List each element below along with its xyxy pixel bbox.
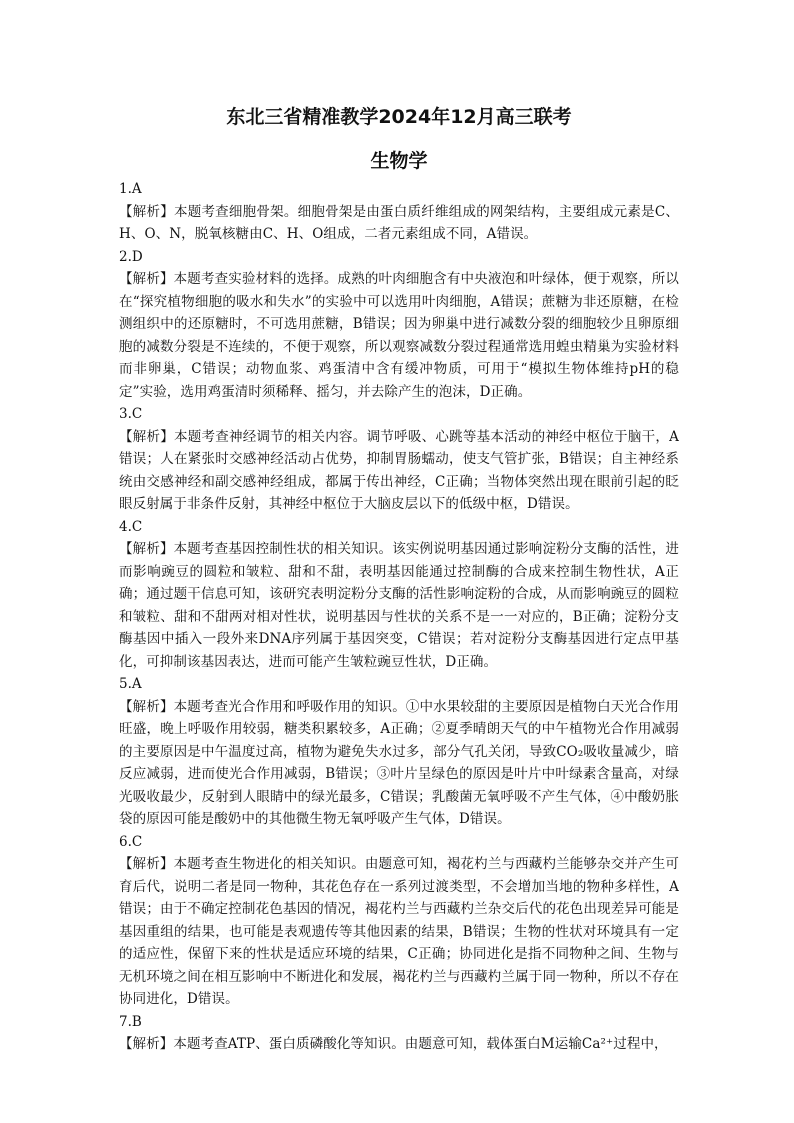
answer-number: 5.A xyxy=(119,676,142,692)
answer-number: 4.C xyxy=(119,518,143,535)
answer-3 xyxy=(119,403,679,516)
document-page xyxy=(119,96,679,1056)
explanation-tag: 【解析】 xyxy=(119,203,174,220)
answer-2 xyxy=(119,246,679,404)
answer-explanation xyxy=(119,201,679,246)
explanation-tag: 【解析】 xyxy=(119,271,174,287)
answer-number: 1.A xyxy=(119,181,142,197)
document-title: 东北三省精准教学2024年12月高三联考 xyxy=(226,106,572,128)
answer-explanation xyxy=(119,853,679,1011)
explanation-text: 本题考查实验材料的选择。成熟的叶肉细胞含有中央液泡和叶绿体，便于观察，所以在“探究植物细胞的吸水和失水”的实验中可以选用叶肉细胞，A错误；蔗糖为非还原糖，在检测组织中的还原糖时，不可选用蔗糖，B错误；因为卵巢中进行减数分裂的细胞较少且卵原细胞的减数分裂是不连续的，不便于观察，所以观察减数分裂过程通常选用蝗虫精巢为实验材料而非卵巢，C错误；动物血浆、鸡蛋清中含有缓冲物质，可用于“模拟生物体维持pH的稳定”实验，选用鸡蛋清时须稀释、摇匀，并去除产生的泡沫，D正确。 xyxy=(119,271,679,400)
explanation-tag: 【解析】 xyxy=(119,428,175,445)
answer-number: 2.D xyxy=(119,248,143,265)
answer-number: 3.C xyxy=(119,406,143,422)
answer-1 xyxy=(119,178,679,246)
answer-number: 6.C xyxy=(119,833,143,850)
answer-explanation xyxy=(119,538,679,673)
answer-explanation xyxy=(119,696,679,831)
explanation-text: 本题考查生物进化的相关知识。由题意可知，褐花杓兰与西藏杓兰能够杂交并产生可育后代，说明二者是同一物种，其花色存在一系列过渡类型，不会增加当地的物种多样性，A错误；由于不确定控制花色基因的情况，褐花杓兰与西藏杓兰杂交后代的花色出现差异可能是基因重组的结果，也可能是表观遗传等其他因素的结果，B错误；生物的性状对环境具有一定的适应性，保留下来的性状是适应环境的结果，C正确；协同进化是指不同物种之间、生物与无机环境之间在相互影响中不断进化和发展，褐花杓兰与西藏杓兰属于同一物种，所以不存在协同进化，D错误。 xyxy=(119,856,679,1007)
explanation-tag: 【解析】 xyxy=(119,1036,174,1052)
explanation-text: 本题考查神经调节的相关内容。调节呼吸、心跳等基本活动的神经中枢位于脑干，A错误；人在紧张时交感神经活动占优势，抑制胃肠蠕动，使支气管扩张，B错误；自主神经系统由交感神经和副交感神经组成，都属于传出神经，C正确；当物体突然出现在眼前引起的眨眼反射属于非条件反射，其神经中枢位于大脑皮层以下的低级中枢，D错误。 xyxy=(119,428,679,512)
explanation-tag: 【解析】 xyxy=(119,541,174,557)
answer-explanation xyxy=(119,1033,679,1056)
answer-6 xyxy=(119,831,679,1011)
answer-number: 7.B xyxy=(119,1013,142,1030)
answer-5 xyxy=(119,673,679,831)
explanation-text: 本题考查光合作用和呼吸作用的知识。①中水果较甜的主要原因是植物白天光合作用旺盛，晚上呼吸作用较弱，糖类积累较多，A正确；②夏季晴朗天气的中午植物光合作用减弱的主要原因是中午温度过高，植物为避免失水过多，部分气孔关闭，导致CO₂吸收量减少，暗反应减弱，进而使光合作用减弱，B错误；③叶片呈绿色的原因是叶片中叶绿素含量高，对绿光吸收最少，反射到人眼睛中的绿光最多，C错误；乳酸菌无氧呼吸不产生气体，④中酸奶胀袋的原因可能是酸奶中的其他微生物无氧呼吸产生气体，D错误。 xyxy=(119,698,679,827)
answer-explanation xyxy=(119,426,679,516)
explanation-text: 本题考查ATP、蛋白质磷酸化等知识。由题意可知，载体蛋白M运输Ca²⁺过程中， xyxy=(173,1036,668,1052)
explanation-text: 本题考查细胞骨架。细胞骨架是由蛋白质纤维组成的网架结构，主要组成元素是C、H、O、N，脱氧核糖由C、H、O组成，二者元素组成不同，A错误。 xyxy=(119,203,680,242)
answer-explanation xyxy=(119,268,679,403)
explanation-tag: 【解析】 xyxy=(119,856,174,872)
answer-4 xyxy=(119,516,679,674)
answer-7 xyxy=(119,1011,679,1056)
explanation-text: 本题考查基因控制性状的相关知识。该实例说明基因通过影响淀粉分支酶的活性，进而影响豌豆的圆粒和皱粒、甜和不甜，表明基因能通过控制酶的合成来控制生物性状，A正确；通过题干信息可知，该研究表明淀粉分支酶的活性影响淀粉的合成，从而影响豌豆的圆粒和皱粒、甜和不甜两对相对性状，说明基因与性状的关系不是一一对应的，B正确；淀粉分支酶基因中插入一段外来DNA序列属于基因突变，C错误；若对淀粉分支酶基因进行定点甲基化，可抑制该基因表达，进而可能产生皱粒豌豆性状，D正确。 xyxy=(119,541,679,670)
explanation-tag: 【解析】 xyxy=(119,698,174,715)
document-subject: 生物学 xyxy=(370,150,428,172)
